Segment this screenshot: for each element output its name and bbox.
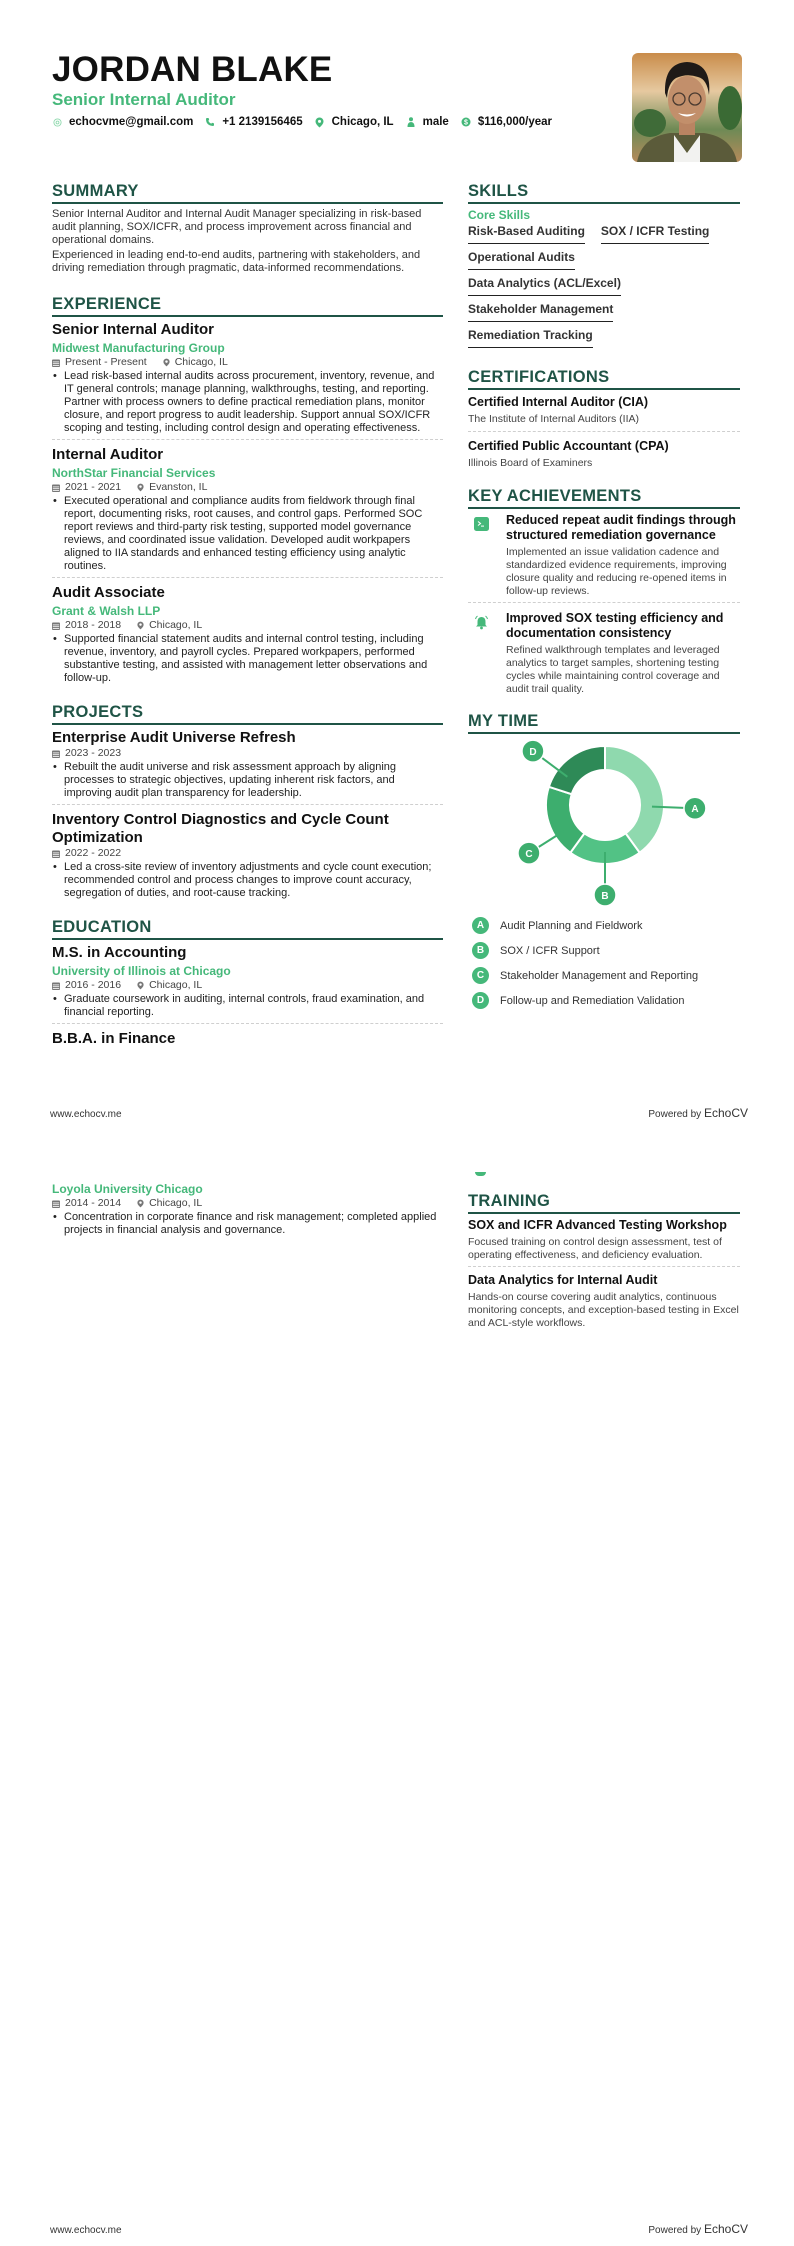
job-bullet: • Executed operational and compliance audits from fieldwork through final report, documenting risks, root causes, and control gaps. Performed SOC report reviews and third-party risk testing, supported model governance reviews, and coordinated issue validation. Developed audit workpapers aligned to IIA standards and enhanced testing efficiency using analytic routines. — [52, 495, 443, 573]
skill-tag: Operational Audits — [468, 250, 575, 270]
my-time-section — [468, 712, 740, 1009]
project-dates: 2023 - 2023 — [65, 747, 122, 759]
contact-salary — [461, 116, 552, 128]
job-title: Internal Auditor — [52, 446, 164, 463]
education-item — [52, 1030, 443, 1052]
skills-heading: SKILLS — [468, 182, 740, 204]
projects-section — [52, 703, 443, 904]
profile-photo — [632, 53, 742, 162]
skill-tag: Stakeholder Management — [468, 302, 613, 322]
project-item — [52, 729, 443, 805]
company-name: Midwest Manufacturing Group — [52, 341, 225, 355]
summary-paragraph: Experienced in leading end-to-end audits, partnering with stakeholders, and driving remediation through pragmatic, data-informed recommendations. — [52, 249, 421, 274]
training-title: SOX and ICFR Advanced Testing Workshop — [468, 1218, 727, 1232]
legend-item — [468, 917, 740, 934]
donut-segment-C — [546, 787, 584, 853]
website-link[interactable]: www.echocv.me — [50, 1109, 122, 1120]
brand-link[interactable]: EchoCV — [703, 1106, 748, 1120]
achievement-title: Improved SOX testing efficiency and documentation consistency — [506, 611, 724, 640]
location-pin-icon — [137, 1199, 144, 1208]
training-description: Hands-on course covering audit analytics, continuous monitoring concepts, and exception-based testing in Excel and ACL-style workflows. — [468, 1291, 739, 1329]
skills-section — [468, 182, 740, 354]
legend-label: Audit Planning and Fieldwork — [500, 919, 643, 932]
legend-badge: D — [472, 992, 489, 1009]
achievement-description: Refined walkthrough templates and leveraged analytics to target samples, shortening testing cycles while maintaining control coverage and audit trail quality. — [506, 644, 720, 695]
job-meta — [52, 619, 443, 632]
certification-item — [468, 394, 740, 432]
location-pin-icon — [137, 981, 144, 990]
legend-item — [468, 967, 740, 984]
email-text: echocvme@gmail.com — [69, 116, 194, 128]
training-item — [468, 1218, 740, 1267]
education-dates: 2014 - 2014 — [65, 1197, 122, 1209]
legend-label: Stakeholder Management and Reporting — [500, 969, 699, 982]
education-bullet: • Graduate coursework in auditing, internal controls, fraud examination, and financial reporting. — [52, 993, 443, 1019]
job-location: Chicago, IL — [174, 356, 228, 368]
legend-item — [468, 992, 740, 1009]
job-bullet: • Lead risk-based internal audits across procurement, inventory, revenue, and IT general controls; manage planning, walkthroughs, testing, and reporting. Partner with process owners to define practical remediation plans, monitor closure, and report progress to audit leadership. Support annual SOX/ICFR scoping and testing, including control design and operating effectiveness. — [52, 370, 443, 435]
project-title: Inventory Control Diagnostics and Cycle Count Optimization — [52, 811, 389, 846]
job-title: Senior Internal Auditor — [52, 321, 214, 338]
achievements-heading: KEY ACHIEVEMENTS — [468, 487, 740, 509]
contact-row — [52, 116, 612, 128]
candidate-name: JORDAN BLAKE — [52, 50, 333, 89]
experience-section — [52, 295, 443, 689]
right-column-continued — [468, 1192, 740, 1340]
right-column — [468, 182, 740, 1017]
certification-title: Certified Public Accountant (CPA) — [468, 439, 669, 453]
education-dates: 2016 - 2016 — [65, 979, 122, 991]
location-pin-icon — [315, 117, 325, 127]
company-name: NorthStar Financial Services — [52, 466, 216, 480]
project-meta — [52, 747, 443, 760]
project-item — [52, 811, 443, 904]
achievement-description: Implemented an issue validation cadence and standardized evidence requirements, improving closure quality and reducing re-opened items in follow-up reviews. — [506, 546, 727, 597]
job-location: Evanston, IL — [149, 481, 208, 493]
summary-heading: SUMMARY — [52, 182, 443, 204]
achievement-item — [468, 611, 740, 700]
gender-text: male — [422, 116, 449, 128]
training-title: Data Analytics for Internal Audit — [468, 1273, 658, 1287]
training-description: Focused training on control design assessment, test of operating effectiveness, and deficiency evaluation. — [468, 1236, 722, 1261]
experience-heading: EXPERIENCE — [52, 295, 443, 317]
phone-icon — [205, 117, 215, 127]
projects-heading: PROJECTS — [52, 703, 443, 725]
svg-text:A: A — [691, 804, 699, 816]
training-item — [468, 1273, 740, 1334]
experience-item — [52, 446, 443, 578]
school-name: University of Illinois at Chicago — [52, 964, 231, 978]
skill-list — [468, 224, 740, 354]
donut-svg — [468, 738, 740, 913]
time-donut-chart — [468, 738, 740, 913]
calendar-icon — [52, 981, 60, 990]
resume-header — [52, 50, 612, 128]
brand-link[interactable]: EchoCV — [703, 2222, 748, 2236]
project-bullet: • Rebuilt the audit universe and risk assessment approach by aligning processes to strategic objectives, updating inherent risk factors, and improving audit plan transparency for leadership. — [52, 761, 443, 800]
summary-section — [52, 182, 443, 275]
experience-item — [52, 584, 443, 689]
education-heading: EDUCATION — [52, 918, 443, 940]
certification-issuer: Illinois Board of Examiners — [468, 457, 593, 469]
contact-gender — [406, 116, 449, 128]
education-section — [52, 918, 443, 1052]
job-location: Chicago, IL — [149, 619, 203, 631]
svg-text:C: C — [525, 849, 533, 861]
page-footer — [50, 2222, 748, 2236]
website-link[interactable]: www.echocv.me — [50, 2225, 122, 2236]
calendar-icon — [52, 358, 60, 367]
project-bullet: • Led a cross-site review of inventory adjustments and cycle count execution; recommended control and process changes to improve count accuracy, segregation of duties, and root-cause tracking. — [52, 861, 443, 900]
location-pin-icon — [137, 483, 144, 492]
skill-tag: Risk-Based Auditing — [468, 224, 585, 244]
candidate-title: Senior Internal Auditor — [52, 90, 236, 109]
education-location: Chicago, IL — [149, 979, 203, 991]
location-text: Chicago, IL — [331, 116, 394, 128]
terminal-icon — [474, 517, 489, 531]
at-icon — [52, 117, 62, 127]
certification-issuer: The Institute of Internal Auditors (IIA) — [468, 413, 639, 425]
training-section — [468, 1192, 740, 1334]
skill-tag: Remediation Tracking — [468, 328, 593, 348]
skill-group-label: Core Skills — [468, 208, 531, 222]
education-item — [52, 944, 443, 1024]
legend-badge: C — [472, 967, 489, 984]
dollar-icon — [461, 117, 471, 127]
company-name: Grant & Walsh LLP — [52, 604, 161, 618]
education-meta — [52, 1197, 443, 1210]
education-item-continued — [52, 1182, 443, 1241]
certifications-heading: CERTIFICATIONS — [468, 368, 740, 390]
donut-segment-A — [605, 746, 664, 853]
training-heading: TRAINING — [468, 1192, 740, 1214]
person-icon — [406, 117, 416, 127]
degree: B.B.A. in Finance — [52, 1030, 176, 1047]
job-dates: 2021 - 2021 — [65, 481, 122, 493]
location-pin-icon — [137, 621, 144, 630]
calendar-icon — [52, 749, 60, 758]
bell-icon — [474, 615, 489, 630]
svg-text:$: $ — [463, 119, 468, 127]
chart-legend — [468, 917, 740, 1009]
contact-phone[interactable] — [205, 116, 302, 128]
powered-by-text: Powered by — [648, 1109, 702, 1120]
powered-by-text: Powered by — [648, 2225, 702, 2236]
education-location: Chicago, IL — [149, 1197, 203, 1209]
page-footer — [50, 1106, 748, 1120]
skill-tag: SOX / ICFR Testing — [601, 224, 709, 244]
project-meta — [52, 847, 443, 860]
calendar-icon — [52, 621, 60, 630]
calendar-icon — [52, 1199, 60, 1208]
salary-text: $116,000/year — [477, 116, 553, 128]
svg-text:D: D — [529, 747, 537, 759]
left-column — [52, 182, 443, 1058]
job-dates: 2018 - 2018 — [65, 619, 122, 631]
experience-item — [52, 321, 443, 440]
achievement-item — [468, 513, 740, 603]
legend-badge: B — [472, 942, 489, 959]
degree: M.S. in Accounting — [52, 944, 187, 961]
legend-label: Follow-up and Remediation Validation — [500, 994, 685, 1007]
achievements-section — [468, 487, 740, 700]
my-time-heading: MY TIME — [468, 712, 740, 734]
job-meta — [52, 356, 443, 369]
education-bullet: • Concentration in corporate finance and risk management; completed applied projects in financial analysis and governance. — [52, 1211, 443, 1237]
project-title: Enterprise Audit Universe Refresh — [52, 729, 296, 746]
certification-title: Certified Internal Auditor (CIA) — [468, 395, 649, 409]
phone-text: +1 2139156465 — [222, 116, 303, 128]
calendar-icon — [52, 849, 60, 858]
legend-badge-overflow — [475, 1172, 486, 1176]
job-dates: Present - Present — [65, 356, 147, 368]
calendar-icon — [52, 483, 60, 492]
job-meta — [52, 481, 443, 494]
svg-text:B: B — [601, 891, 609, 902]
left-column-continued — [52, 1180, 443, 1247]
contact-email[interactable] — [52, 116, 193, 128]
certification-item — [468, 438, 740, 475]
job-bullet: • Supported financial statement audits and internal control testing, including revenue, inventory, and payroll cycles. Prepared workpapers, performed substantive testing, and assisted with management letter observations and follow-up. — [52, 633, 443, 685]
project-dates: 2022 - 2022 — [65, 847, 122, 859]
school-name: Loyola University Chicago — [52, 1182, 203, 1196]
skill-tag: Data Analytics (ACL/Excel) — [468, 276, 621, 296]
achievement-title: Reduced repeat audit findings through structured remediation governance — [506, 513, 736, 542]
education-meta — [52, 979, 443, 992]
contact-location — [315, 116, 394, 128]
legend-item — [468, 942, 740, 959]
location-pin-icon — [163, 358, 170, 367]
legend-badge: A — [472, 917, 489, 934]
certifications-section — [468, 368, 740, 475]
job-title: Audit Associate — [52, 584, 165, 601]
summary-paragraph: Senior Internal Auditor and Internal Audit Manager specializing in risk-based audit planning, SOX/ICFR, and process improvement across financial and operational domains. — [52, 208, 422, 246]
legend-label: SOX / ICFR Support — [500, 944, 600, 957]
